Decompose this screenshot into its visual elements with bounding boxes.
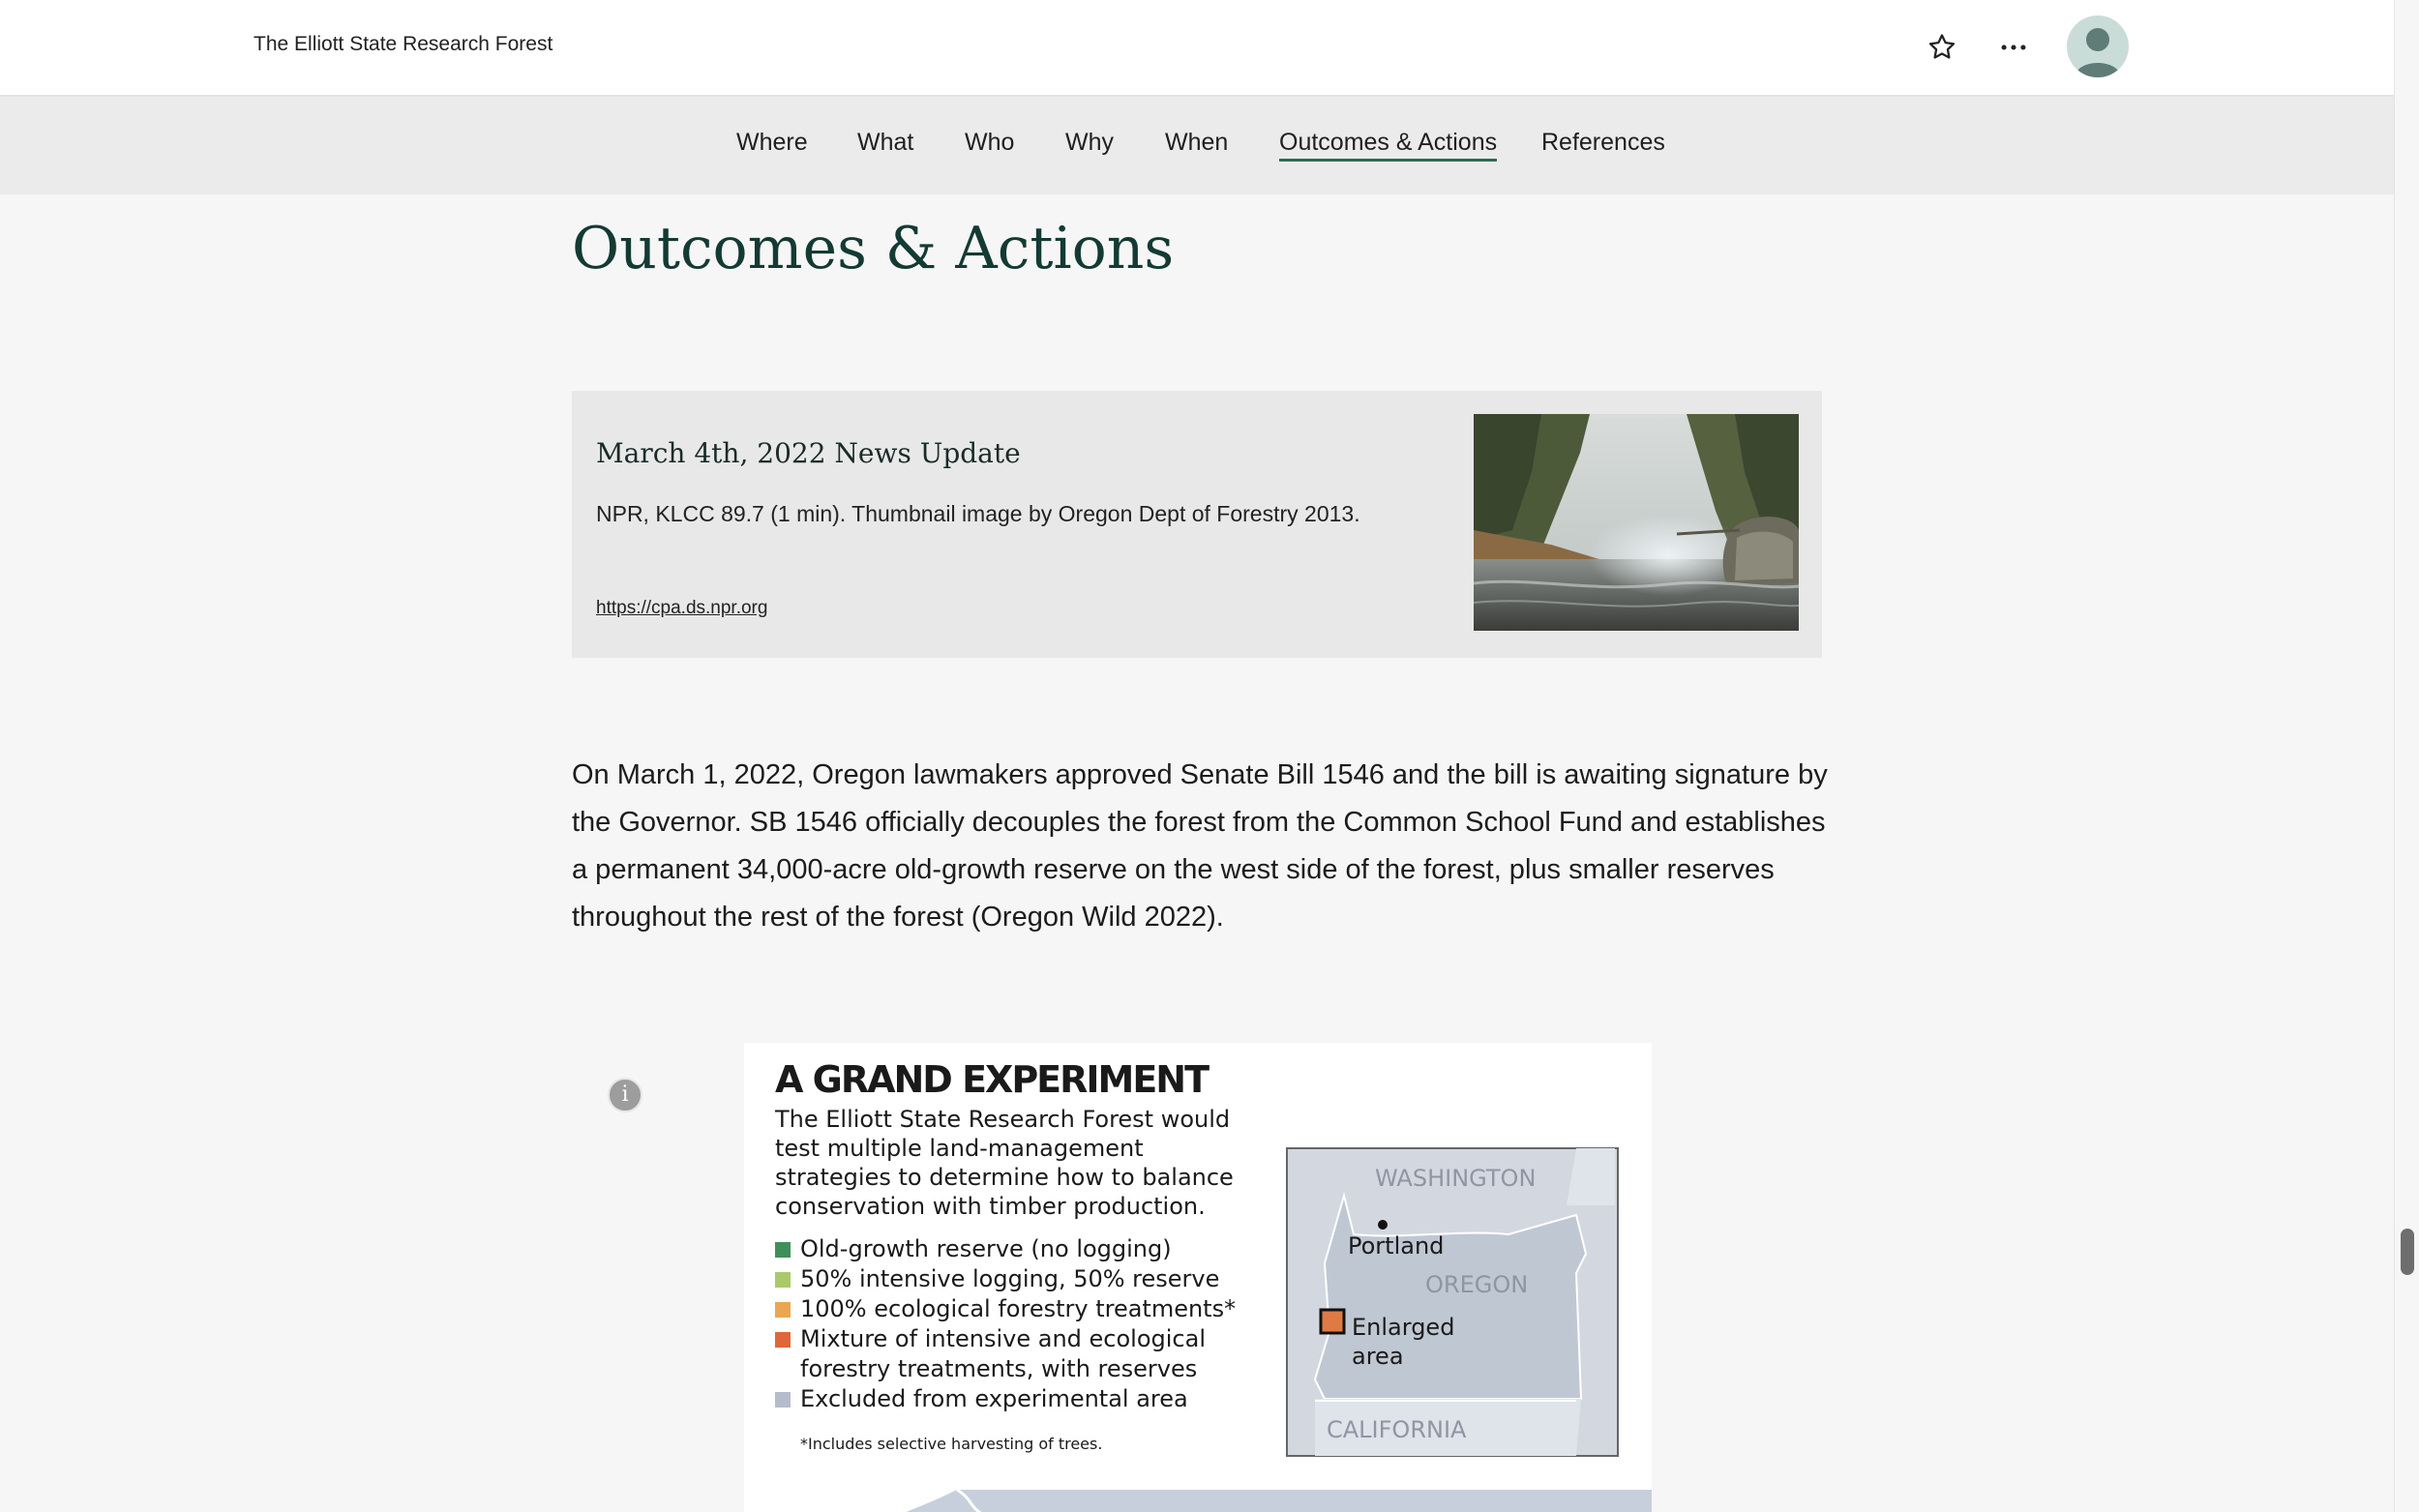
legend-item	[775, 1234, 1239, 1264]
nav-item-outcomes-actions[interactable]: Outcomes & Actions	[1279, 129, 1497, 162]
news-card-thumbnail[interactable]	[1474, 414, 1799, 631]
map-label-california: CALIFORNIA	[1327, 1416, 1467, 1443]
legend-label: Old-growth reserve (no logging)	[800, 1235, 1172, 1262]
news-card-title: March 4th, 2022 News Update	[596, 437, 1021, 469]
legend-item	[775, 1384, 1239, 1414]
news-card-link[interactable]: https://cpa.ds.npr.org	[596, 598, 768, 618]
star-icon[interactable]	[1926, 31, 1958, 64]
legend-swatch-ecological	[775, 1302, 791, 1318]
map-label-area: area	[1352, 1343, 1404, 1370]
legend-swatch-mixture	[775, 1332, 791, 1348]
legend-label: Excluded from experimental area	[800, 1385, 1188, 1412]
map-label-enlarged: Enlarged	[1352, 1314, 1455, 1341]
user-avatar-icon[interactable]	[2067, 15, 2129, 77]
section-nav	[0, 97, 2394, 194]
legend-label: Mixture of intensive and ecological forestry treatments, with reserves	[800, 1325, 1206, 1382]
site-header	[0, 0, 2394, 97]
news-card[interactable]	[572, 391, 1822, 658]
legend-item	[775, 1294, 1239, 1324]
more-horizontal-icon[interactable]	[1997, 31, 2030, 64]
inset-locator-map	[1286, 1147, 1619, 1457]
infographic-title: A GRAND EXPERIMENT	[775, 1058, 1209, 1101]
infographic-grand-experiment[interactable]	[744, 1043, 1652, 1512]
map-label-portland: Portland	[1348, 1232, 1445, 1260]
infographic-subtitle: The Elliott State Research Forest would test multiple land-management strategies to determine how to balance conservation with timber production.	[775, 1106, 1234, 1220]
page-title: Outcomes & Actions	[572, 215, 1175, 282]
legend-swatch-old-growth	[775, 1242, 791, 1258]
info-icon[interactable]: i	[608, 1078, 642, 1112]
infographic-footnote: *Includes selective harvesting of trees.	[800, 1435, 1103, 1453]
legend-item	[775, 1264, 1239, 1294]
nav-item-why[interactable]: Why	[1065, 129, 1114, 156]
map-label-washington: WASHINGTON	[1375, 1165, 1537, 1192]
nav-item-what[interactable]: What	[857, 129, 914, 156]
infographic-legend	[775, 1234, 1239, 1414]
nav-item-where[interactable]: Where	[736, 129, 808, 156]
page-scrollbar-thumb[interactable]	[2401, 1229, 2414, 1275]
nav-item-references[interactable]: References	[1541, 129, 1665, 156]
legend-label: 50% intensive logging, 50% reserve	[800, 1265, 1220, 1292]
page-scrollbar-track[interactable]	[2394, 0, 2419, 1512]
nav-item-who[interactable]: Who	[965, 129, 1015, 156]
legend-label: 100% ecological forestry treatments*	[800, 1295, 1237, 1322]
body-paragraph: On March 1, 2022, Oregon lawmakers approved Senate Bill 1546 and the bill is awaiting signature by the Governor. SB 1546 officially decouples the forest from the Common School Fund and establishes a permanent 34,000-acre old-growth reserve on the west side of the forest, plus smaller reserves throughout the rest of the forest (Oregon Wild 2022).	[572, 759, 1828, 933]
map-label-oregon: OREGON	[1425, 1271, 1529, 1298]
section-nav-list	[0, 129, 2394, 167]
nav-item-when[interactable]: When	[1165, 129, 1229, 156]
detail-map-preview	[744, 1490, 1652, 1512]
legend-item	[775, 1324, 1239, 1384]
legend-swatch-half-logging	[775, 1272, 791, 1288]
site-title[interactable]: The Elliott State Research Forest	[254, 33, 553, 55]
news-card-description: NPR, KLCC 89.7 (1 min). Thumbnail image by Oregon Dept of Forestry 2013.	[596, 501, 1360, 526]
legend-swatch-excluded	[775, 1392, 791, 1408]
